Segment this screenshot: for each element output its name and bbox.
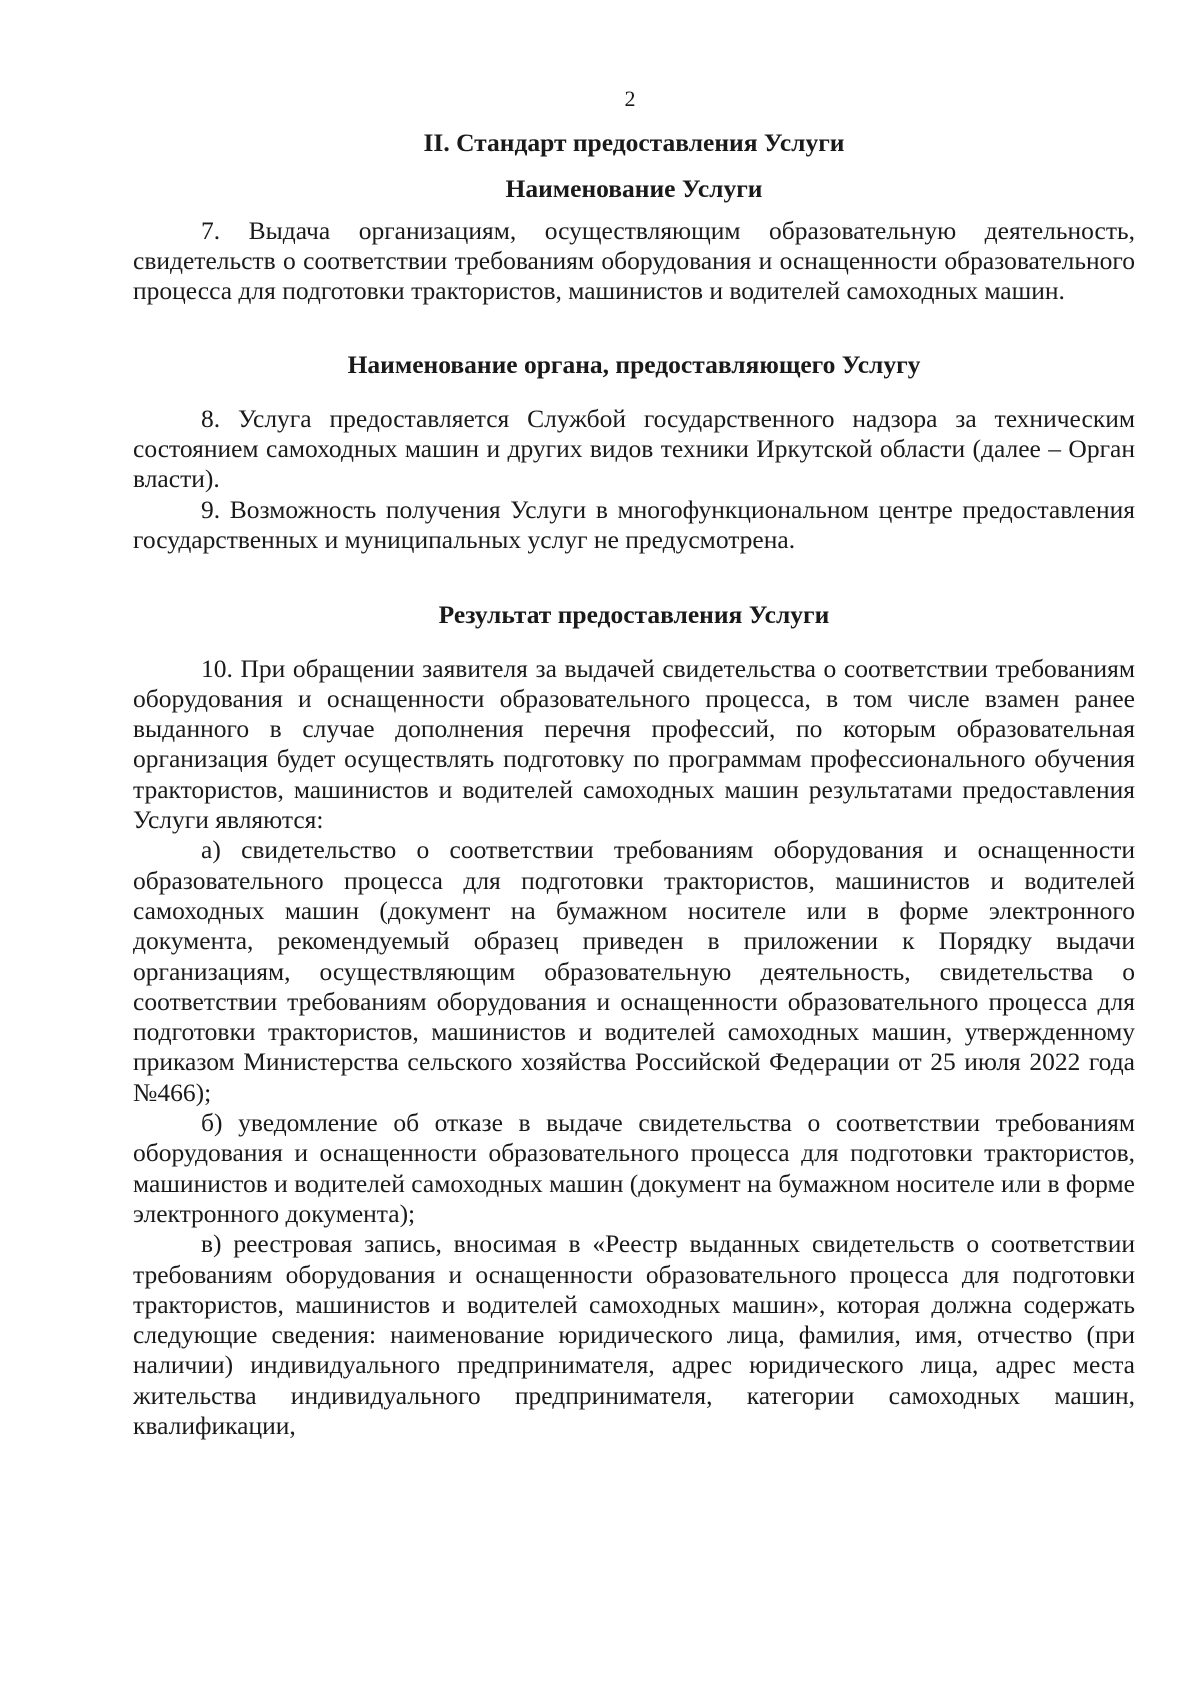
- result-heading: Результат предоставления Услуги: [438, 600, 830, 630]
- authority-heading: Наименование органа, предоставляющего Услугу: [347, 350, 921, 380]
- paragraph-10: 10. При обращении заявителя за выдачей свидетельства о соответствии требованиям оборудования и оснащенности образовательного процесса, в том числе взамен ранее выданного в случае дополнения перечня профессий, по которым образовательная организация будет осуществлять подготовку по программам профессионального обучения трактористов, машинистов и водителей самоходных машин результатами предоставления Услуги являются:: [133, 653, 1135, 835]
- paragraph-7: 7. Выдача организациям, осуществляющим образовательную деятельность, свидетельств о соответствии требованиям оборудования и оснащенности образовательного процесса для подготовки трактористов, машинистов и водителей самоходных машин.: [133, 215, 1135, 306]
- service-name-heading: Наименование Услуги: [505, 174, 763, 204]
- paragraph-9: 9. Возможность получения Услуги в многофункциональном центре предоставления государственных и муниципальных услуг не предусмотрена.: [133, 494, 1135, 554]
- paragraph-10-v: в) реестровая запись, вносимая в «Реестр выданных свидетельств о соответствии требованиям оборудования и оснащенности образовательного процесса для подготовки трактористов, машинистов и водителей самоходных машин», которая должна содержать следующие сведения: наименование юридического лица, фамилия, имя, отчество (при наличии) индивидуального предпринимателя, адрес юридического лица, адрес места жительства индивидуального предпринимателя, категории самоходных машин, квалификации,: [133, 1229, 1135, 1440]
- document-body: [133, 128, 1135, 1441]
- paragraph-8: 8. Услуга предоставляется Службой государственного надзора за техническим состоянием самоходных машин и других видов техники Иркутской области (далее – Орган власти).: [133, 403, 1135, 494]
- page-number: 2: [624, 86, 636, 111]
- paragraph-10-b: б) уведомление об отказе в выдаче свидетельства о соответствии требованиям оборудования и оснащенности образовательного процесса для подготовки трактористов, машинистов и водителей самоходных машин (документ на бумажном носителе или в форме электронного документа);: [133, 1108, 1135, 1228]
- section-title: II. Стандарт предоставления Услуги: [423, 128, 845, 157]
- paragraph-10-a: а) свидетельство о соответствии требованиям оборудования и оснащенности образовательного процесса для подготовки трактористов, машинистов и водителей самоходных машин (документ на бумажном носителе или в форме электронного документа, рекомендуемый образец приведен в приложении к Порядку выдачи организациям, осуществляющим образовательную деятельность, свидетельства о соответствии требованиям оборудования и оснащенности образовательного процесса для подготовки трактористов, машинистов и водителей самоходных машин, утвержденному приказом Министерства сельского хозяйства Российской Федерации от 25 июля 2022 года №466);: [133, 835, 1135, 1107]
